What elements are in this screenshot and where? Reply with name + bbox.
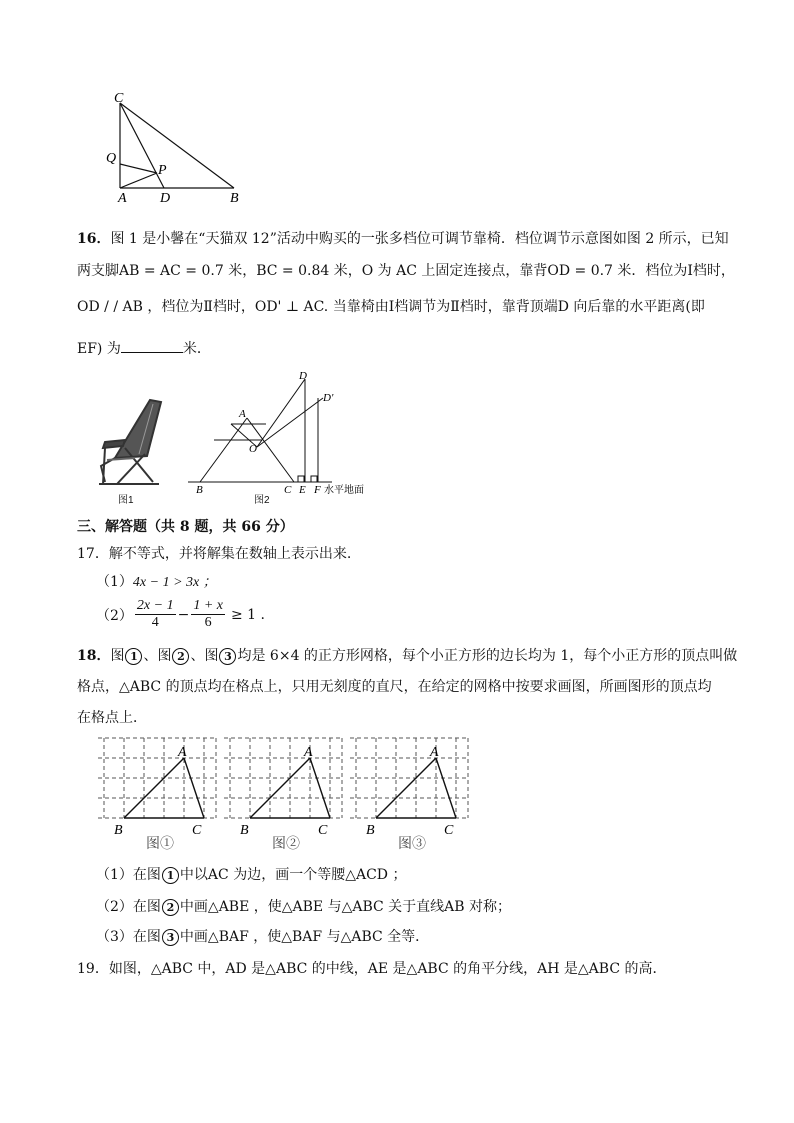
q17-p2-minus: − bbox=[177, 606, 190, 623]
q18-line2: 格点，△ABC 的顶点均在格点上，只用无刻度的直尺，在给定的网格中按要求画图，所画图形的顶点均 bbox=[77, 679, 712, 695]
fig2-caption: 图2 bbox=[254, 495, 270, 506]
grid1-caption: 图① bbox=[146, 836, 174, 852]
ground-label: 水平地面 bbox=[324, 485, 364, 496]
recliner-chair-image bbox=[95, 396, 165, 488]
q17-p1-label: （1） bbox=[96, 574, 133, 590]
label-A: A bbox=[118, 191, 127, 206]
q17-part1 bbox=[96, 571, 217, 591]
fig2-label-A: A bbox=[239, 408, 246, 420]
label-B: B bbox=[230, 191, 239, 206]
grid2-label-A: A bbox=[304, 745, 313, 760]
q19-text: 19．如图，△ABC 中，AD 是△ABC 的中线，AE 是△ABC 的角平分线，AH 是△ABC 的高． bbox=[77, 961, 667, 977]
answer-blank[interactable] bbox=[121, 340, 183, 353]
q16-number: 16． bbox=[77, 231, 111, 247]
q16-line4 bbox=[77, 338, 211, 358]
grid3-label-A: A bbox=[430, 745, 439, 760]
circled-3-icon: 3 bbox=[219, 648, 236, 665]
circled-2-icon: 2 bbox=[162, 899, 179, 916]
grid1-label-C: C bbox=[192, 823, 202, 838]
q17-stem: 17．解不等式，并将解集在数轴上表示出来. bbox=[77, 546, 352, 562]
fig2-label-C: C bbox=[284, 484, 292, 496]
grid1-label-B: B bbox=[114, 823, 123, 838]
fig1-caption: 图1 bbox=[118, 495, 134, 506]
q17-p2-rest: ≥ 1 . bbox=[231, 606, 265, 623]
fig2-label-Dprime: D' bbox=[323, 392, 334, 404]
grid3-caption: 图③ bbox=[398, 836, 426, 852]
triangle-figure-q15 bbox=[100, 88, 260, 208]
q18-part1: （1）在图 1 中以AC 为边，画一个等腰△ACD ； bbox=[96, 867, 407, 883]
q16-line3: OD / / AB ，档位为Ⅱ档时，OD' ⊥ AC. 当靠椅由Ⅰ档调节为Ⅱ档时，靠背顶端D 向后靠的水平距离(即 bbox=[77, 299, 705, 315]
grid-figures bbox=[90, 732, 480, 856]
q17-p1-expr: 4x − 1 > 3x ； bbox=[132, 575, 217, 590]
grid2-caption: 图② bbox=[272, 836, 300, 852]
label-P: P bbox=[158, 163, 167, 178]
chair-diagram-fig2 bbox=[186, 368, 376, 496]
q16-line4-pre: EF) 为 bbox=[77, 341, 121, 357]
grid-1 bbox=[98, 738, 216, 818]
fraction-1: $\frac{2x - 1}{4}$ bbox=[136, 598, 174, 630]
q16-line1-text: 图 1 是小馨在“天猫双 12”活动中购买的一张多档位可调节靠椅．档位调节示意图如图 2 所示，已知 bbox=[110, 231, 729, 247]
q16-line4-post: 米． bbox=[182, 341, 211, 357]
q18-part2: （2）在图 2 中画△ABE ，使△ABE 与△ABC 关于直线AB 对称； bbox=[96, 899, 512, 915]
circled-2-icon: 2 bbox=[172, 648, 189, 665]
label-D: D bbox=[160, 191, 171, 206]
grid-2 bbox=[224, 738, 342, 818]
section-heading: 三、解答题（共 8 题，共 66 分） bbox=[77, 519, 294, 535]
q16-line1 bbox=[77, 228, 729, 248]
fig2-label-B: B bbox=[196, 484, 203, 496]
grid-3 bbox=[350, 738, 468, 818]
q17-part2 bbox=[96, 598, 265, 631]
grid2-label-B: B bbox=[240, 823, 249, 838]
circled-1-icon: 1 bbox=[162, 867, 179, 884]
fig2-label-F: F bbox=[314, 484, 321, 496]
fig2-label-D: D bbox=[299, 370, 307, 382]
q18-line3: 在格点上． bbox=[77, 710, 147, 726]
grid2-label-C: C bbox=[318, 823, 328, 838]
grid3-label-B: B bbox=[366, 823, 375, 838]
q16-line2: 两支脚AB = AC = 0.7 米，BC = 0.84 米，O 为 AC 上固定连接点，靠背OD = 0.7 米．档位为Ⅰ档时， bbox=[77, 263, 735, 279]
circled-1-icon: 1 bbox=[125, 648, 142, 665]
fig2-label-E: E bbox=[299, 484, 306, 496]
fig2-label-O: O bbox=[249, 443, 257, 455]
grid1-label-A: A bbox=[178, 745, 187, 760]
q17-p2-label: （2） bbox=[96, 607, 133, 624]
q18-line1: 18．图 1 、图 2 、图 3 均是 6×4 的正方形网格，每个小正方形的边长均为 1，每个小正方形的顶点叫做 bbox=[77, 648, 738, 664]
label-C: C bbox=[114, 91, 124, 106]
q18-number: 18． bbox=[77, 648, 111, 664]
grid3-label-C: C bbox=[444, 823, 454, 838]
q18-part3: （3）在图 3 中画△BAF ，使△BAF 与△ABC 全等． bbox=[96, 929, 430, 945]
circled-3-icon: 3 bbox=[162, 929, 179, 946]
label-Q: Q bbox=[106, 151, 117, 166]
fraction-2: $\frac{1 + x}{6}$ bbox=[193, 598, 223, 630]
